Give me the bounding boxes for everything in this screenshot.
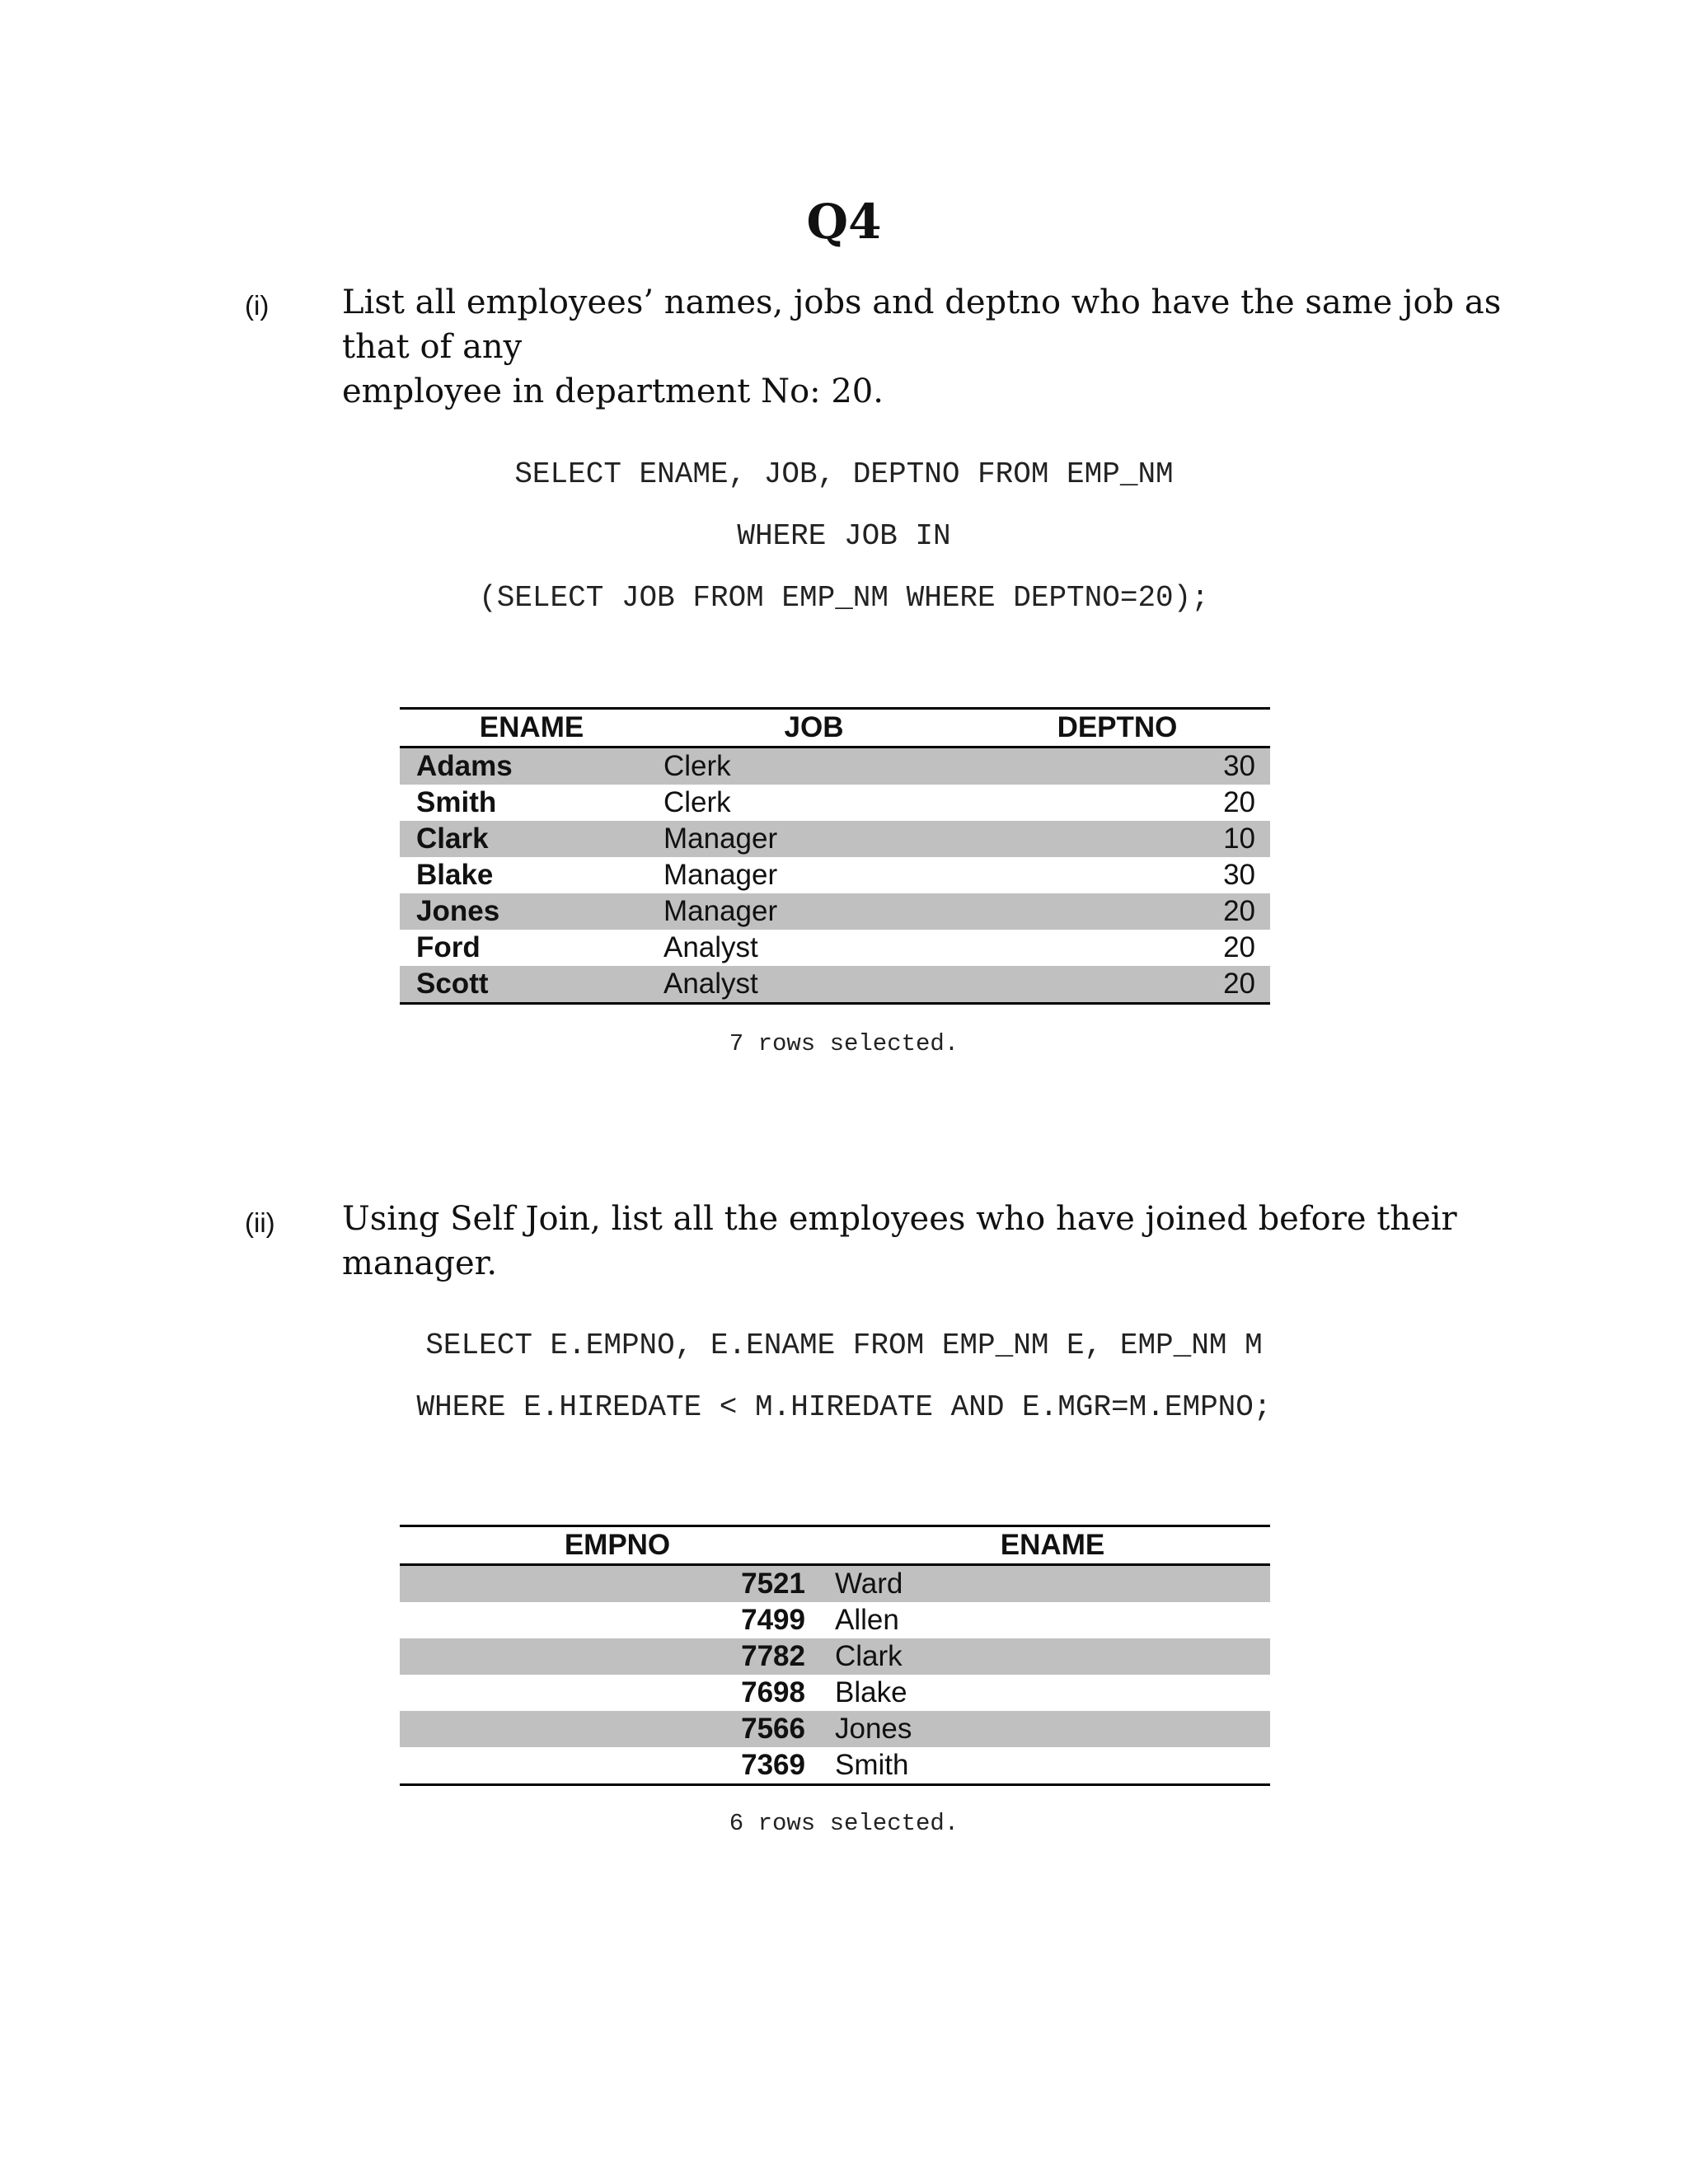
question-1-line-2: employee in department No: 20. [342,373,884,410]
table-row [400,748,1270,785]
cell-empno: 7698 [741,1676,805,1708]
table-row [400,1638,1270,1675]
table-row [400,785,1270,821]
cell-deptno: 20 [964,893,1270,930]
q2-sql-line-1: SELECT E.EMPNO, E.ENAME FROM EMP_NM E, EMP_NM M [425,1329,1263,1362]
column-header-empno: EMPNO [400,1526,835,1565]
table-row [400,1747,1270,1785]
table-row [400,966,1270,1004]
cell-ename: Adams [400,748,663,785]
question-1-line-1: List all employees’ names, jobs and deptno who have the same job as that of any [342,284,1502,366]
q2-result-table [400,1525,1270,1786]
q2-rows-selected: 6 rows selected. [729,1810,959,1837]
cell-job: Manager [663,821,964,857]
table-row [400,1565,1270,1603]
table-row [400,930,1270,966]
column-header-deptno: DEPTNO [964,709,1270,748]
page-title: Q4 [806,194,882,250]
cell-ename: Jones [400,893,663,930]
table-header-row [400,709,1270,748]
cell-empno: 7499 [741,1604,805,1636]
cell-job: Manager [663,893,964,930]
cell-deptno: 10 [964,821,1270,857]
cell-deptno: 30 [964,748,1270,785]
cell-ename: Smith [416,786,497,818]
column-header-ename: ENAME [835,1526,1270,1565]
cell-ename: Ford [416,931,481,963]
cell-deptno: 20 [1223,786,1255,818]
question-2-number: (ii) [245,1207,275,1238]
table-row [400,821,1270,857]
cell-job: Analyst [663,931,758,963]
cell-job: Analyst [663,966,964,1004]
table-row [400,1602,1270,1638]
question-2-text: Using Self Join, list all the employees who have joined before their manager. [342,1200,1457,1282]
q1-rows-selected: 7 rows selected. [729,1030,959,1057]
cell-ename: Jones [835,1711,1270,1747]
cell-ename: Allen [835,1604,899,1636]
q1-sql-line-2: WHERE JOB IN [737,519,951,553]
column-header-job: JOB [663,709,964,748]
cell-empno: 7566 [400,1711,835,1747]
cell-ename: Clark [835,1638,1270,1675]
table-row [400,1675,1270,1711]
table-row [400,893,1270,930]
cell-empno: 7521 [400,1565,835,1603]
question-1-number: (i) [245,290,270,321]
cell-ename: Scott [400,966,663,1004]
cell-ename: Smith [835,1747,1270,1785]
cell-empno: 7782 [400,1638,835,1675]
cell-deptno: 20 [1223,931,1255,963]
cell-ename: Clark [400,821,663,857]
cell-empno: 7369 [400,1747,835,1785]
cell-ename: Blake [416,859,494,891]
table-header-row [400,1526,1270,1565]
cell-deptno: 20 [964,966,1270,1004]
column-header-ename: ENAME [400,709,663,748]
cell-job: Clerk [663,748,964,785]
q2-table-body [400,1565,1270,1785]
q2-sql-line-2: WHERE E.HIREDATE < M.HIREDATE AND E.MGR=M.EMPNO; [416,1390,1272,1424]
cell-deptno: 30 [1223,859,1255,891]
cell-ename: Blake [835,1676,907,1708]
q1-result-table [400,707,1270,1005]
table-row [400,1711,1270,1747]
question-1-text [342,280,1512,414]
cell-job: Clerk [663,786,731,818]
q1-sql-line-3: (SELECT JOB FROM EMP_NM WHERE DEPTNO=20); [479,581,1209,615]
q1-table-body [400,748,1270,1004]
cell-job: Manager [663,859,778,891]
cell-ename: Ward [835,1565,1270,1603]
table-row [400,857,1270,893]
q1-sql-line-1: SELECT ENAME, JOB, DEPTNO FROM EMP_NM [514,457,1174,491]
